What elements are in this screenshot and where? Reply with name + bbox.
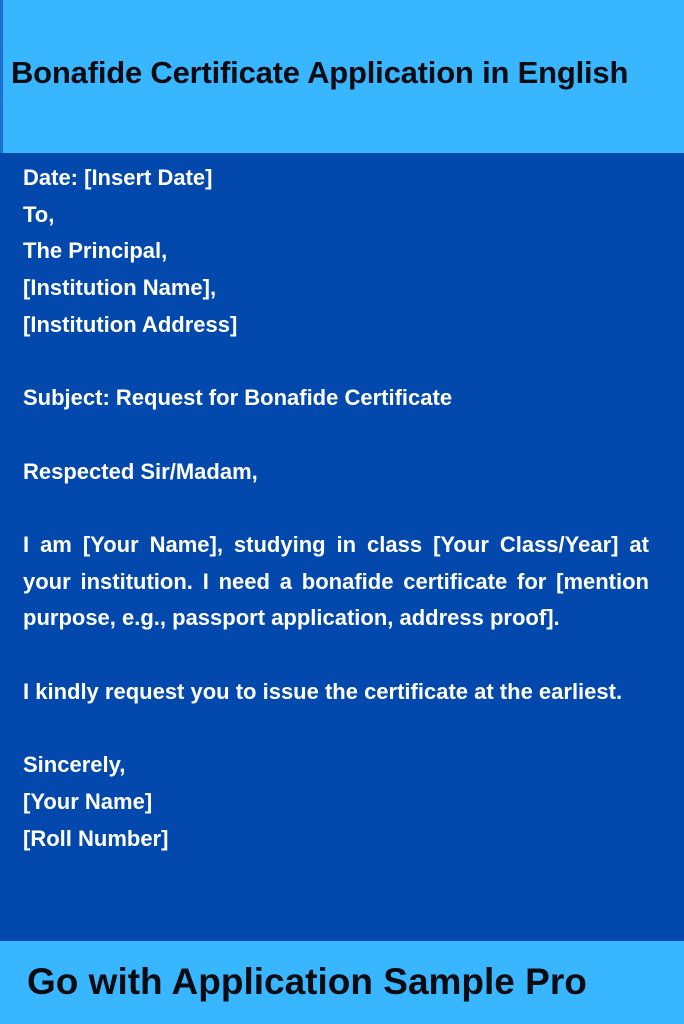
spacer <box>23 490 649 527</box>
footer-banner <box>0 941 684 1024</box>
sender-name: [Your Name] <box>23 788 153 814</box>
footer-branding: Go with Application Sample Pro <box>27 961 587 1002</box>
roll-number: [Roll Number] <box>23 825 169 851</box>
spacer <box>23 344 649 381</box>
spacer <box>23 637 649 674</box>
title-banner <box>0 0 684 153</box>
letter-salutation: Respected Sir/Madam, <box>23 458 258 484</box>
institution-address: [Institution Address] <box>23 311 238 337</box>
letter-date: Date: [Insert Date] <box>23 165 213 190</box>
letter-to: To, <box>23 201 55 227</box>
letter-subject: Subject: Request for Bonafide Certificate <box>23 385 453 411</box>
letter-request-paragraph: I kindly request you to issue the certificate at the earliest. <box>23 678 623 704</box>
letter-recipient: The Principal, <box>23 238 168 264</box>
letter-closing: Sincerely, <box>23 752 126 778</box>
institution-name: [Institution Name], <box>23 275 217 301</box>
page-title: Bonafide Certificate Application in English <box>11 55 629 90</box>
spacer <box>23 710 649 747</box>
application-letter <box>23 160 649 857</box>
spacer <box>23 417 649 454</box>
letter-body-paragraph: I am [Your Name], studying in class [Your Class/Year] at your institution. I need a bonafide certificate for [mention purpose, e.g., passport application, address proof]. <box>23 531 649 631</box>
